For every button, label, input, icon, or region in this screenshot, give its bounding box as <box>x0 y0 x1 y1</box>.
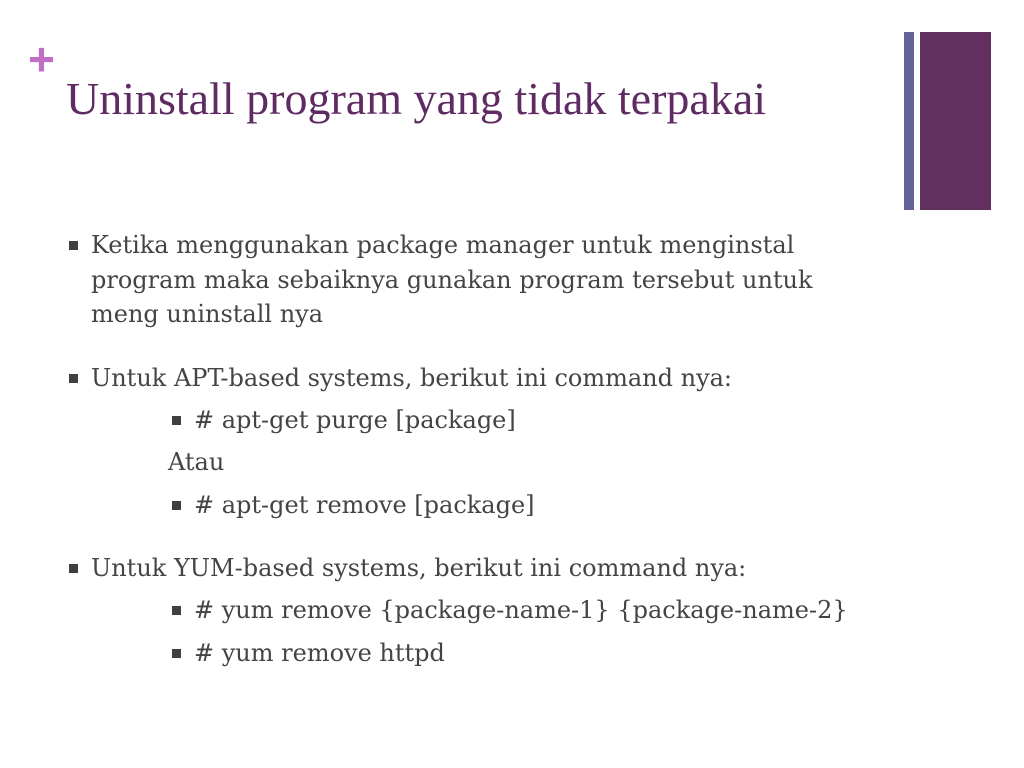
sub-item-yum-remove-httpd: # yum remove httpd <box>194 639 445 667</box>
separator-text: Atau <box>168 448 225 476</box>
sub-bullet-marker <box>172 649 181 658</box>
sub-bullet-marker <box>172 501 181 510</box>
sub-item-apt-purge: # apt-get purge [package] <box>194 406 516 434</box>
bullet-line: Ketika menggunakan package manager untuk menginstal <box>91 231 795 259</box>
slide-title: Uninstall program yang tidak terpakai <box>66 73 767 124</box>
bullet-marker <box>69 374 78 383</box>
bullet-line: meng uninstall nya <box>91 300 324 328</box>
sub-bullet-marker <box>172 606 181 615</box>
sub-bullet-marker <box>172 416 181 425</box>
bullet-item-apt: Untuk APT-based systems, berikut ini command nya: <box>91 364 733 392</box>
bullet-marker <box>69 564 78 573</box>
bullet-item-package-manager <box>91 228 891 332</box>
sub-item-yum-remove-names: # yum remove {package-name-1} {package-name-2} <box>194 596 848 624</box>
plus-icon: + <box>28 33 55 85</box>
bullet-item-yum: Untuk YUM-based systems, berikut ini command nya: <box>91 554 747 582</box>
bullet-line: program maka sebaiknya gunakan program tersebut untuk <box>91 265 813 294</box>
sub-item-apt-remove: # apt-get remove [package] <box>194 491 535 519</box>
bullet-marker <box>69 241 78 250</box>
